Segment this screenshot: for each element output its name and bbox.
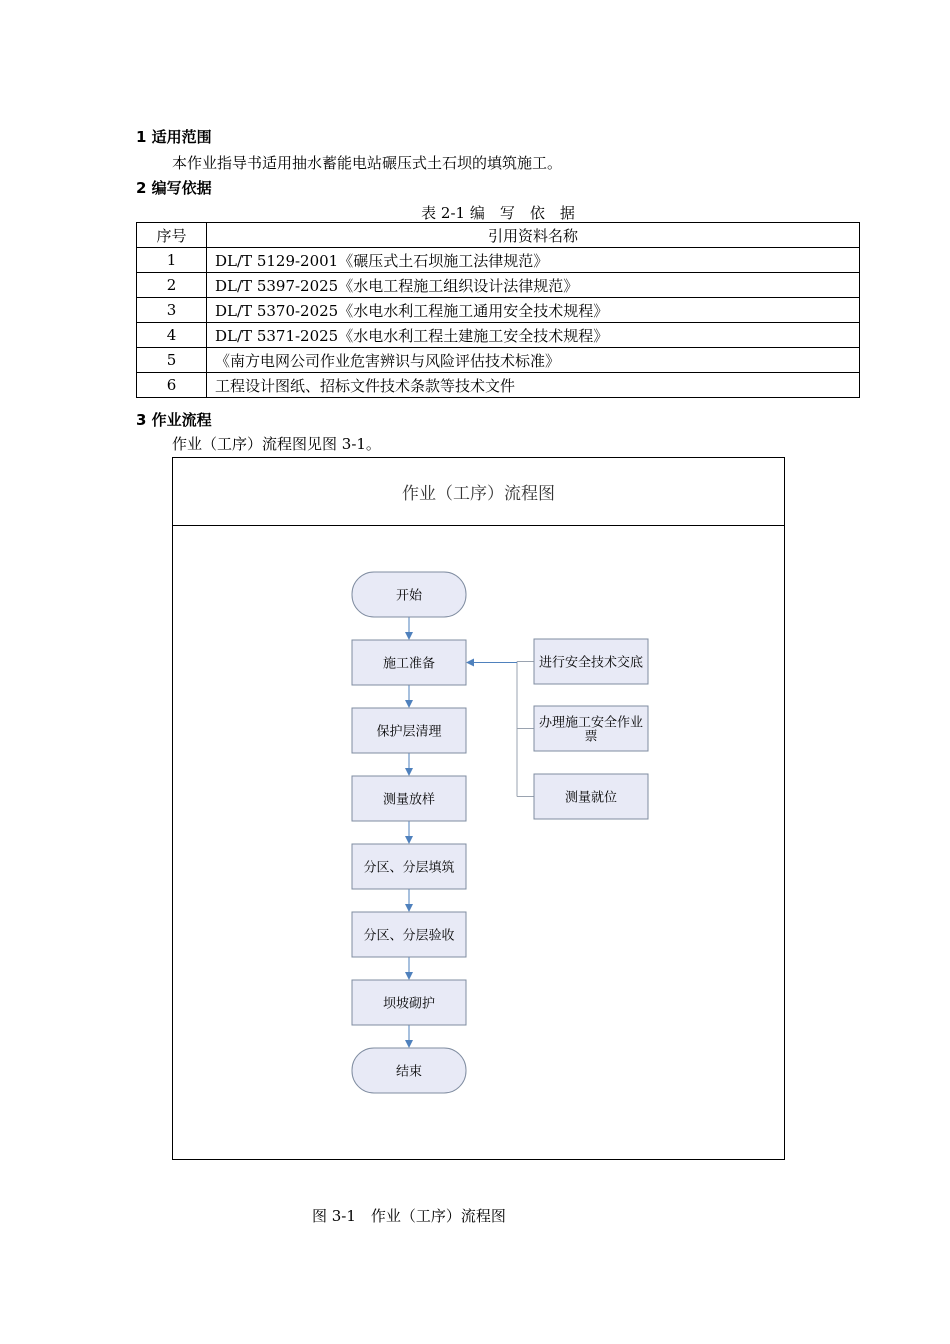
flowchart-frame (172, 457, 785, 1160)
section-1-heading: 1 适用范围 (136, 128, 212, 146)
process-step-label: 分区、分层验收 (363, 928, 455, 944)
process-step (352, 708, 466, 753)
table-header-row (137, 223, 860, 248)
reference-name: DL/T 5371-2025《水电水利工程土建施工安全技术规程》 (207, 323, 860, 348)
table-row (137, 323, 860, 348)
end-terminal (352, 1048, 466, 1093)
row-number: 5 (137, 348, 207, 373)
column-header-reference: 引用资料名称 (207, 223, 860, 248)
start-terminal-label: 开始 (395, 588, 423, 604)
side-step-label: 测量就位 (564, 790, 618, 806)
process-step-label: 施工准备 (382, 656, 436, 672)
reference-name: 《南方电网公司作业危害辨识与风险评估技术标准》 (207, 348, 860, 373)
side-step-label: 进行安全技术交底 (538, 655, 644, 671)
side-step-label: 办理施工安全作业 (538, 715, 644, 731)
reference-name: DL/T 5129-2001《碾压式土石坝施工法律规范》 (207, 248, 860, 273)
table-caption: 表 2-1 编 写 依 据 (421, 204, 575, 222)
side-step (534, 639, 648, 684)
process-step (352, 912, 466, 957)
process-step (352, 844, 466, 889)
column-header-number: 序号 (137, 223, 207, 248)
flowchart-title: 作业（工序）流程图 (173, 458, 784, 526)
table-row (137, 348, 860, 373)
process-step (352, 640, 466, 685)
start-terminal (352, 572, 466, 617)
table-row (137, 298, 860, 323)
row-number: 2 (137, 273, 207, 298)
row-number: 3 (137, 298, 207, 323)
process-step (352, 776, 466, 821)
reference-name: DL/T 5397-2025《水电工程施工组织设计法律规范》 (207, 273, 860, 298)
row-number: 1 (137, 248, 207, 273)
end-terminal-label: 结束 (395, 1064, 423, 1080)
process-step-label: 保护层清理 (376, 724, 442, 740)
figure-caption: 图 3-1 作业（工序）流程图 (312, 1207, 506, 1225)
process-step-label: 测量放样 (382, 792, 436, 808)
section-3-text: 作业（工序）流程图见图 3-1。 (172, 435, 381, 453)
reference-name: 工程设计图纸、招标文件技术条款等技术文件 (207, 373, 860, 398)
table-row (137, 273, 860, 298)
row-number: 6 (137, 373, 207, 398)
flowchart-nodes (352, 572, 648, 1093)
table-row (137, 248, 860, 273)
process-step-label: 分区、分层填筑 (363, 860, 455, 876)
table-row (137, 373, 860, 398)
section-1-text: 本作业指导书适用抽水蓄能电站碾压式土石坝的填筑施工。 (172, 154, 563, 172)
process-step-label: 坝坡砌护 (382, 996, 436, 1012)
process-step (352, 980, 466, 1025)
side-step (534, 774, 648, 819)
side-step (534, 706, 648, 751)
reference-table (136, 222, 860, 398)
side-step-label: 票 (584, 729, 598, 745)
section-3-heading: 3 作业流程 (136, 411, 212, 429)
section-2-heading: 2 编写依据 (136, 179, 212, 197)
flowchart-diagram (173, 458, 784, 1159)
row-number: 4 (137, 323, 207, 348)
reference-name: DL/T 5370-2025《水电水利工程施工通用安全技术规程》 (207, 298, 860, 323)
